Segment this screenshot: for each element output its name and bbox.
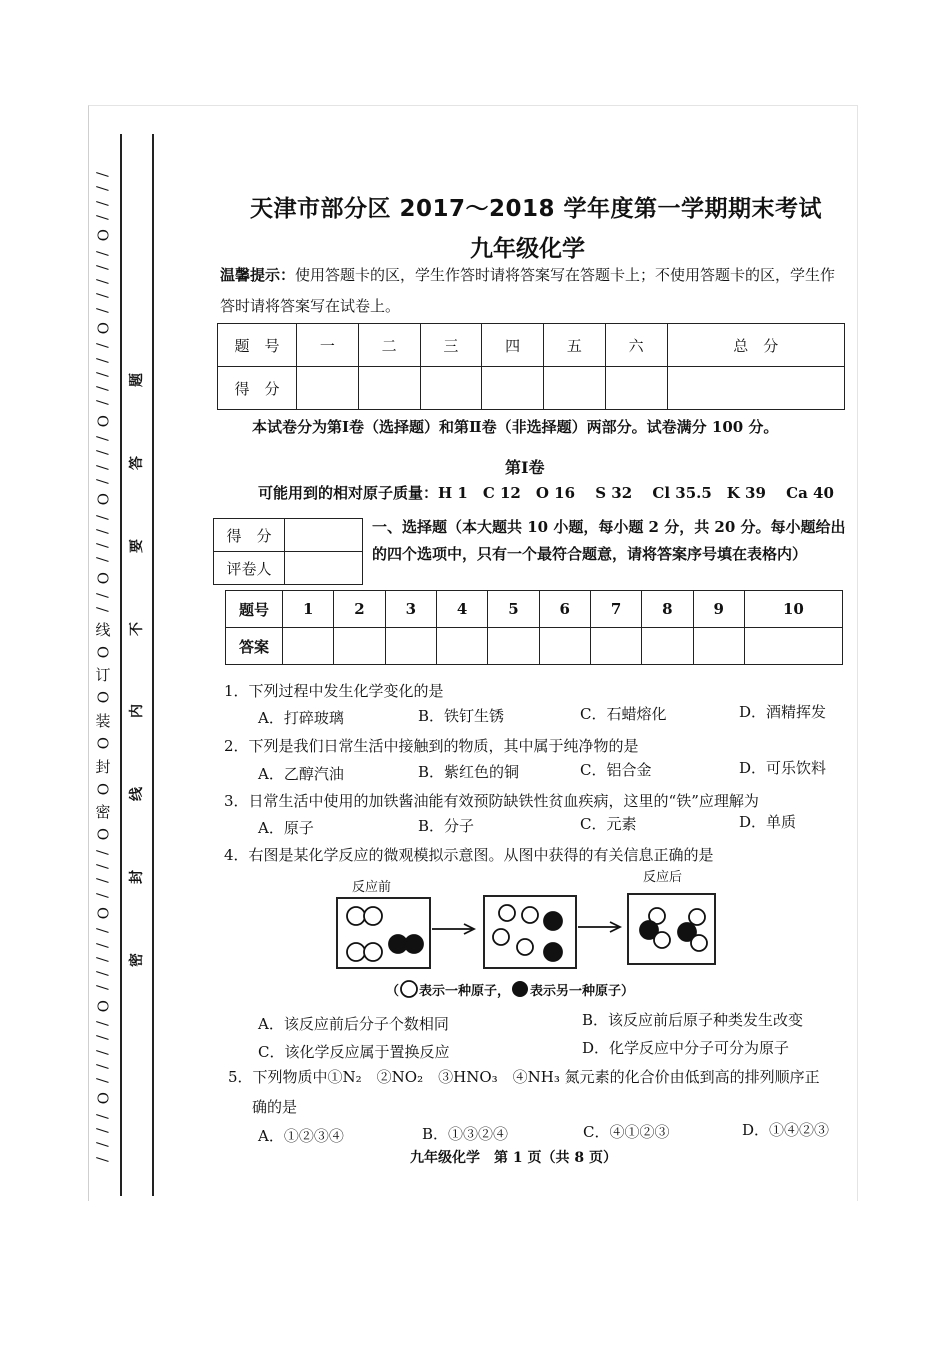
diagram-middle-box	[483, 895, 577, 969]
answer-number-cell: 3	[385, 591, 436, 628]
margin-instruction-char: 线	[129, 787, 145, 802]
margin-mark: 装	[93, 712, 112, 728]
legend-prefix: （	[386, 983, 400, 999]
score-header-cell: 六	[605, 324, 667, 367]
question-2-option-a: A．乙醇汽油	[258, 765, 344, 783]
question-5-option-a: A．①②③④	[258, 1127, 344, 1145]
question-4-option-b: B．该反应前后原子种类发生改变	[582, 1011, 804, 1029]
margin-mark: O	[93, 321, 112, 335]
score-header-cell: 一	[297, 324, 359, 367]
margin-mark: 封	[93, 758, 112, 774]
margin-mark: O	[93, 828, 112, 841]
margin-mark: O	[93, 1092, 112, 1105]
margin-mark: /	[93, 528, 112, 534]
margin-instruction-char: 不	[129, 621, 145, 636]
margin-mark: /	[93, 464, 112, 470]
diagram-before-label: 反应前	[352, 880, 392, 895]
exam-subtitle: 九年级化学	[470, 236, 585, 262]
answer-entry-cell[interactable]	[436, 628, 487, 665]
score-header-cell: 三	[420, 324, 482, 367]
margin-mark: O	[93, 571, 112, 584]
margin-mark: /	[93, 1063, 112, 1069]
notice	[220, 260, 840, 322]
margin-mark: /	[93, 942, 112, 948]
question-1-option-d: D．酒精挥发	[739, 703, 827, 721]
answer-entry-cell[interactable]	[283, 628, 334, 665]
atomic-masses: 可能用到的相对原子质量：H 1 C 12 O 16 S 32 Cl 35.5 K 39 Ca 40	[258, 484, 834, 502]
margin-mark: /	[93, 200, 112, 206]
question-3-option-a: A．原子	[258, 819, 314, 837]
grader-name-cell[interactable]	[285, 552, 363, 585]
margin-mark: /	[93, 1078, 112, 1084]
answer-entry-cell[interactable]	[590, 628, 641, 665]
margin-mark: /	[93, 1049, 112, 1055]
score-header-cell: 五	[544, 324, 606, 367]
answer-number-cell: 7	[590, 591, 641, 628]
margin-mark: /	[93, 864, 112, 870]
answer-number-cell: 8	[642, 591, 693, 628]
exam-title: 天津市部分区 2017～2018 学年度第一学期期末考试	[250, 196, 823, 222]
score-table-header-row	[218, 324, 845, 367]
page-footer: 九年级化学 第 1 页（共 8 页）	[410, 1150, 617, 1166]
answer-entry-cell[interactable]	[488, 628, 539, 665]
question-5-stem: 5．下列物质中①N₂ ②NO₂ ③HNO₃ ④NH₃ 氮元素的化合价由低到高的排列顺序正	[228, 1068, 820, 1086]
margin-instruction-char: 密	[129, 952, 145, 967]
margin-mark: 订	[93, 667, 112, 683]
question-2-option-d: D．可乐饮料	[739, 759, 827, 777]
margin-mark: /	[93, 1021, 112, 1027]
section-title: 第Ⅰ卷	[505, 458, 545, 477]
question-3-option-d: D．单质	[739, 813, 797, 831]
margin-mark: /	[93, 1128, 112, 1134]
paper-note: 本试卷分为第Ⅰ卷（选择题）和第Ⅱ卷（非选择题）两部分。试卷满分 100 分。	[252, 418, 779, 436]
margin-mark: /	[93, 357, 112, 363]
margin-mark: O	[93, 737, 112, 750]
margin-mark: O	[93, 691, 112, 704]
question-4-option-a: A．该反应前后分子个数相同	[258, 1015, 449, 1033]
margin-mark: /	[93, 928, 112, 934]
question-5-option-d: D．①④②③	[742, 1121, 830, 1139]
margin-mark: O	[93, 782, 112, 796]
margin-mark: /	[93, 186, 112, 192]
margin-mark: O	[93, 645, 112, 658]
question-3-option-b: B．分子	[418, 817, 475, 835]
margin-mark: /	[93, 1113, 112, 1119]
margin-mark: /	[93, 849, 112, 855]
question-2-option-c: C．铝合金	[580, 761, 652, 779]
answer-entry-cell[interactable]	[385, 628, 436, 665]
margin-mark: O	[93, 229, 112, 242]
answer-number-cell: 5	[488, 591, 539, 628]
answer-entry-cell[interactable]	[744, 628, 842, 665]
score-header-cell: 二	[358, 324, 420, 367]
question-2-stem: 2．下列是我们日常生活中接触到的物质，其中属于纯净物的是	[224, 737, 639, 755]
margin-mark: /	[93, 264, 112, 270]
margin-mark: O	[93, 999, 112, 1012]
answer-table	[225, 590, 843, 665]
question-4-stem: 4．右图是某化学反应的微观模拟示意图。从图中获得的有关信息正确的是	[224, 846, 714, 864]
answer-table-number-row	[226, 591, 843, 628]
section-one-heading: 一、选择题（本大题共 10 小题，每小题 2 分，共 20 分。每小题给出的四个选项中，只有一个最符合题意，请将答案序号填在表格内）	[372, 518, 846, 563]
margin-mark: /	[93, 985, 112, 991]
margin-mark: /	[93, 878, 112, 884]
margin-mark: /	[93, 250, 112, 256]
notice-label: 温馨提示：	[220, 266, 296, 284]
molecules-after	[629, 895, 714, 963]
margin-mark: O	[93, 493, 112, 506]
margin-instruction-char: 内	[129, 704, 145, 719]
question-5-stem-cont: 确的是	[252, 1098, 298, 1116]
margin-instruction-char: 封	[129, 870, 145, 885]
answer-entry-cell[interactable]	[539, 628, 590, 665]
question-1-stem: 1．下列过程中发生化学变化的是	[224, 682, 444, 700]
score-entry-cell[interactable]	[667, 367, 845, 410]
filled-circle-icon	[510, 979, 530, 999]
question-5-option-b: B．①③②④	[422, 1125, 509, 1143]
answer-number-cell: 6	[539, 591, 590, 628]
arrow-icon	[578, 920, 624, 934]
question-2-option-b: B．紫红色的铜	[418, 763, 520, 781]
margin-mark: /	[93, 892, 112, 898]
notice-text: 使用答题卡的区，学生作答时请将答案写在答题卡上；不使用答题卡的区，学生作答时请将答案写在试卷上。	[220, 266, 836, 315]
score-entry-cell[interactable]	[297, 367, 359, 410]
margin-mark: O	[93, 906, 112, 920]
margin-mark: /	[93, 478, 112, 484]
margin-mark: /	[93, 557, 112, 563]
margin-mark: /	[93, 514, 112, 520]
margin-seal-marks	[92, 172, 112, 1162]
answer-entry-cell[interactable]	[642, 628, 693, 665]
grader-name-label: 评卷人	[214, 552, 285, 585]
score-header-cell: 题 号	[218, 324, 297, 367]
margin-mark: /	[93, 343, 112, 349]
margin-mark: /	[93, 172, 112, 178]
score-entry-cell[interactable]	[358, 367, 420, 410]
legend-open-text: 表示一种原子，	[419, 983, 511, 999]
answer-number-cell: 10	[744, 591, 842, 628]
margin-mark: /	[93, 436, 112, 442]
open-circle-icon	[399, 979, 419, 999]
diagram-after-label: 反应后	[643, 870, 683, 885]
answer-row-label: 答案	[226, 628, 283, 665]
margin-instruction	[126, 370, 146, 970]
answer-number-cell: 题号	[226, 591, 283, 628]
margin-mark: 线	[93, 621, 112, 637]
margin-mark: /	[93, 400, 112, 406]
question-1-option-a: A．打碎玻璃	[258, 709, 344, 727]
score-header-cell: 总 分	[667, 324, 845, 367]
answer-number-cell: 9	[693, 591, 744, 628]
diagram-legend	[386, 979, 634, 999]
answer-number-cell: 2	[334, 591, 385, 628]
margin-mark: /	[93, 371, 112, 377]
question-5-option-c: C．④①②③	[583, 1123, 670, 1141]
answer-number-cell: 1	[283, 591, 334, 628]
score-entry-cell[interactable]	[420, 367, 482, 410]
margin-instruction-char: 要	[129, 538, 145, 553]
margin-mark: /	[93, 307, 112, 313]
margin-mark: /	[93, 386, 112, 392]
margin-mark: 密	[93, 804, 112, 820]
diagram-before-box	[336, 897, 431, 969]
question-1-option-c: C．石蜡熔化	[580, 705, 667, 723]
grader-table	[213, 518, 363, 585]
margin-mark: /	[93, 293, 112, 299]
margin-line-outer	[120, 134, 122, 1196]
score-entry-cell[interactable]	[482, 367, 544, 410]
margin-instruction-char: 答	[129, 455, 145, 470]
molecules-before	[338, 899, 429, 967]
margin-mark: /	[93, 543, 112, 549]
arrow-icon	[432, 922, 478, 936]
margin-mark: /	[93, 1142, 112, 1148]
question-3-stem: 3．日常生活中使用的加铁酱油能有效预防缺铁性贫血疾病，这里的“铁”应理解为	[224, 792, 759, 810]
answer-entry-cell[interactable]	[693, 628, 744, 665]
diagram-after-box	[627, 893, 716, 965]
score-row-label: 得 分	[218, 367, 297, 410]
margin-mark: /	[93, 1035, 112, 1041]
score-header-cell: 四	[482, 324, 544, 367]
question-3-option-c: C．元素	[580, 815, 637, 833]
score-entry-cell[interactable]	[544, 367, 606, 410]
margin-mark: /	[93, 214, 112, 220]
margin-line-inner	[152, 134, 154, 1196]
answer-entry-cell[interactable]	[334, 628, 385, 665]
margin-mark: /	[93, 607, 112, 613]
molecules-middle	[485, 897, 575, 967]
margin-mark: /	[93, 956, 112, 962]
margin-mark: /	[93, 971, 112, 977]
margin-mark: /	[93, 279, 112, 285]
answer-table-answer-row	[226, 628, 843, 665]
score-table-score-row	[218, 367, 845, 410]
margin-mark: /	[93, 1156, 112, 1162]
answer-number-cell: 4	[436, 591, 487, 628]
grader-score-cell[interactable]	[285, 519, 363, 552]
question-4-option-c: C．该化学反应属于置换反应	[258, 1043, 450, 1061]
margin-instruction-char: 题	[129, 373, 145, 387]
grader-score-label: 得 分	[214, 519, 285, 552]
legend-filled-text: 表示另一种原子）	[530, 983, 635, 999]
score-table	[217, 323, 845, 410]
margin-mark: O	[93, 414, 112, 427]
question-1-option-b: B．铁钉生锈	[418, 707, 505, 725]
margin-mark: /	[93, 593, 112, 599]
margin-mark: /	[93, 450, 112, 456]
question-4-option-d: D．化学反应中分子可分为原子	[582, 1039, 790, 1057]
score-entry-cell[interactable]	[605, 367, 667, 410]
